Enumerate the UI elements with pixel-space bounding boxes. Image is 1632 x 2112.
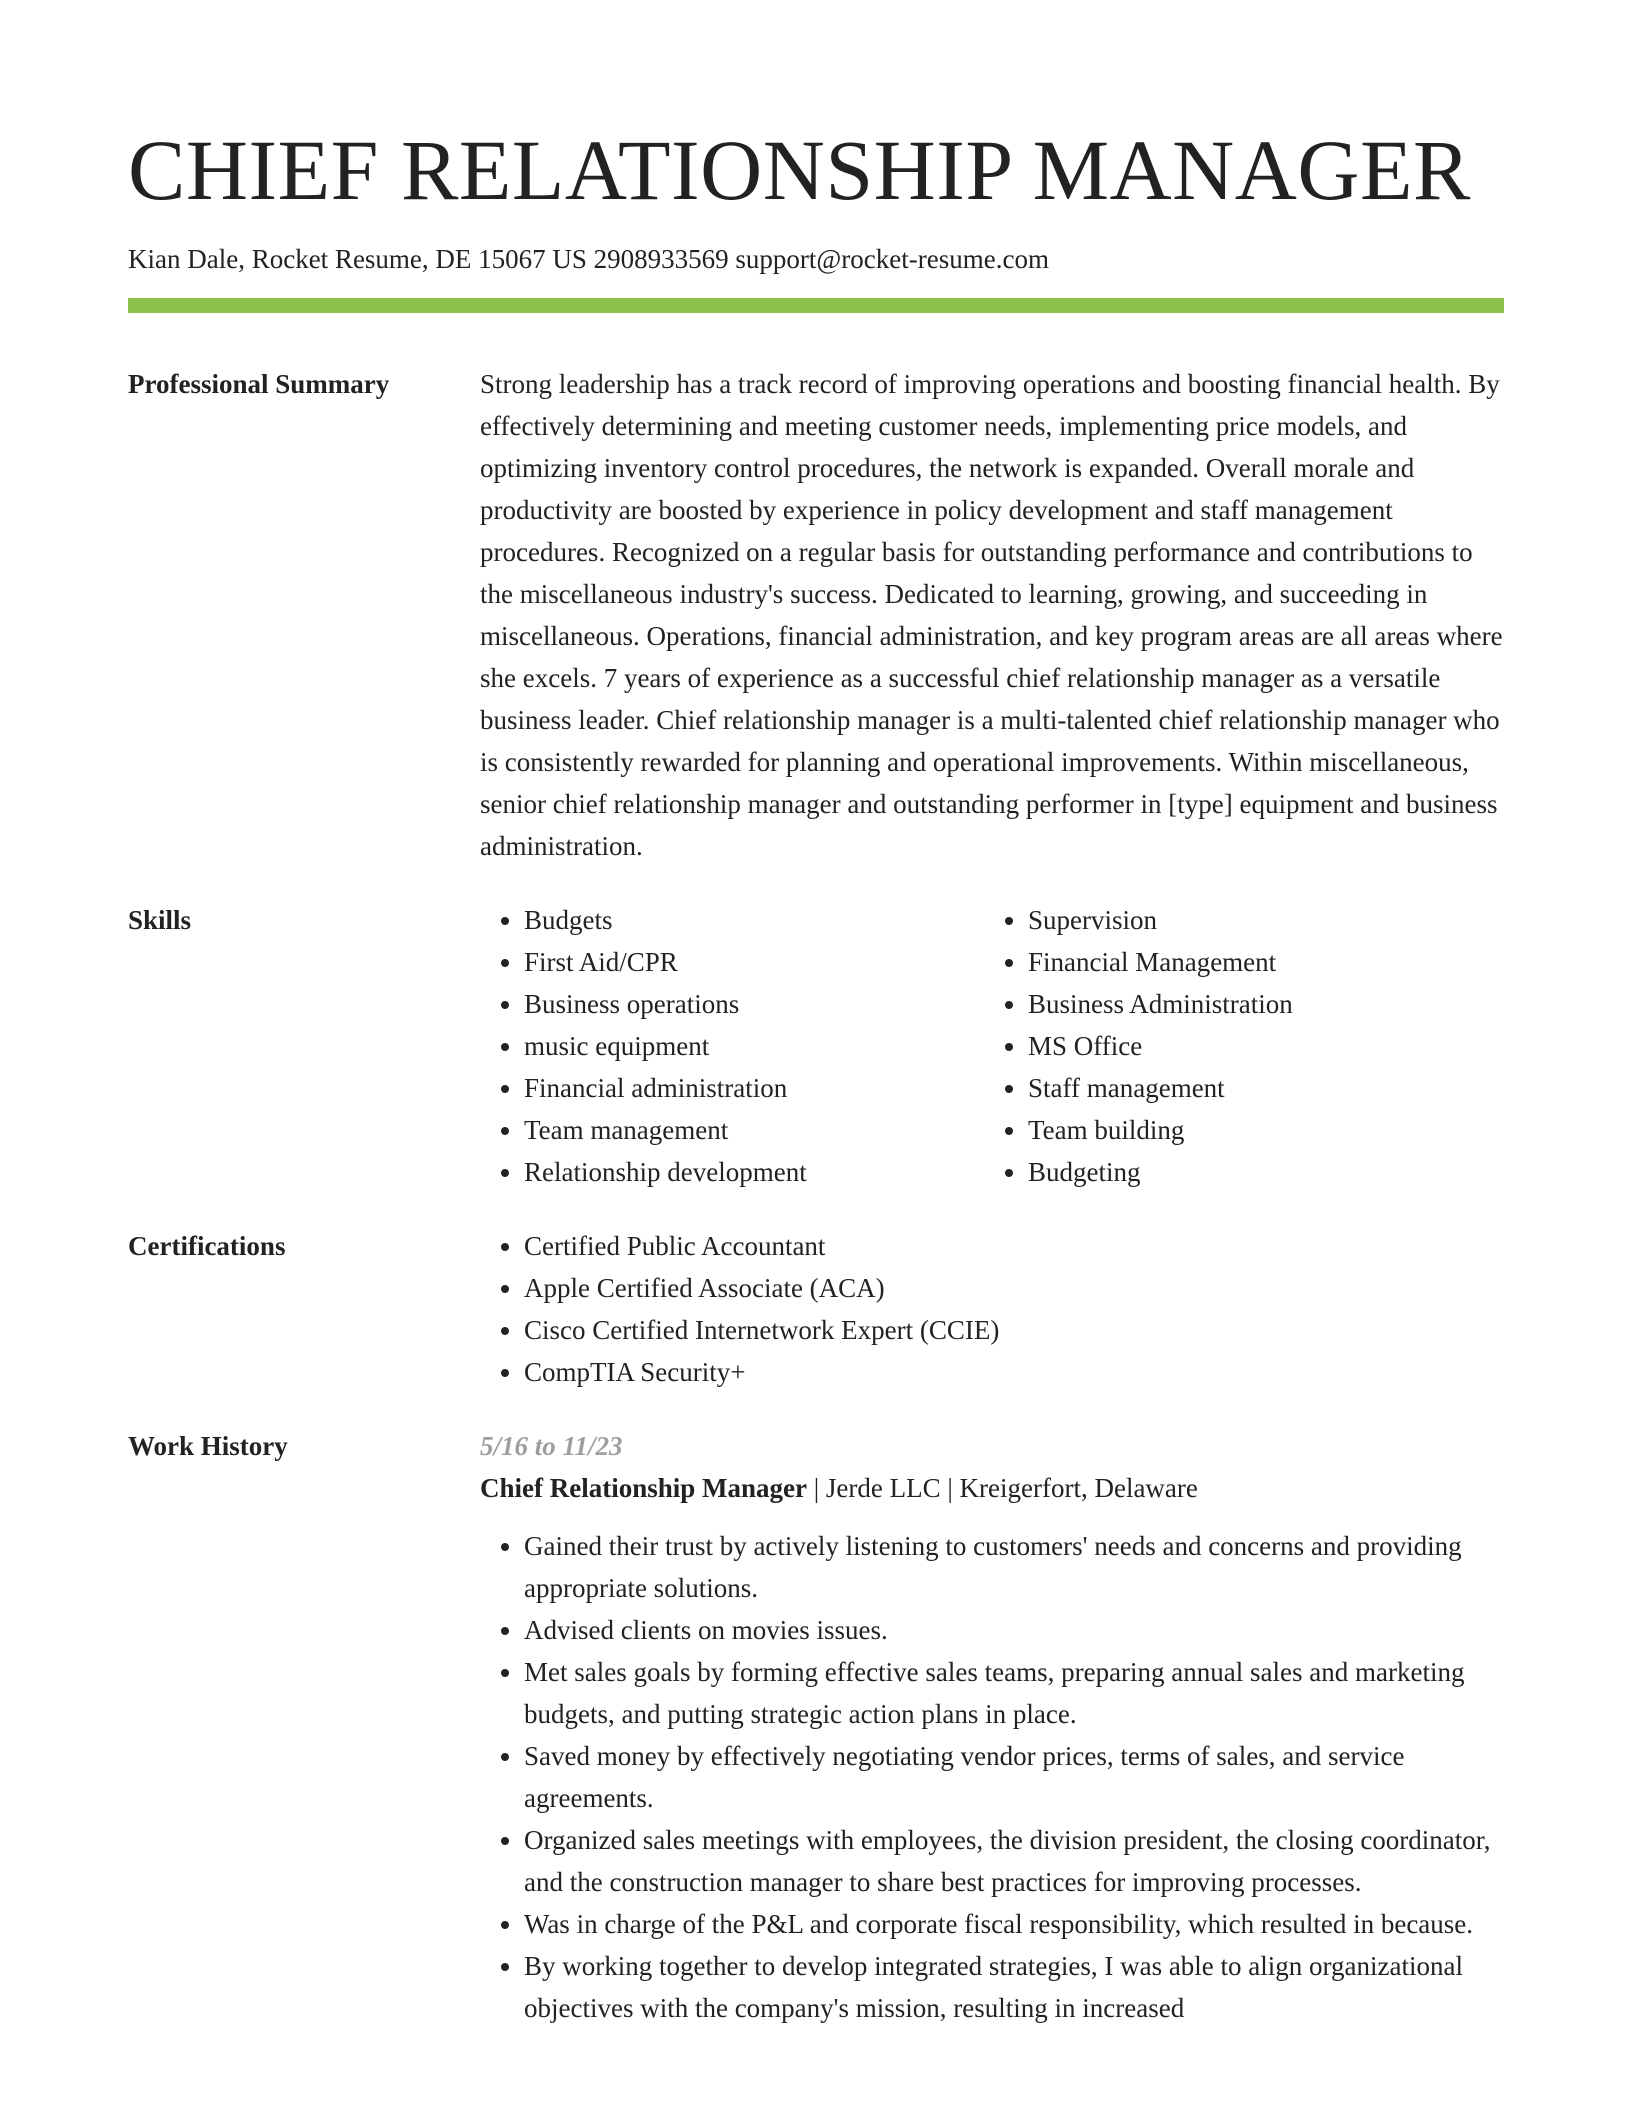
job-header — [480, 1467, 1504, 1509]
certification-item: • Cisco Certified Internetwork Expert (CCIE) — [524, 1309, 1504, 1351]
skill-item: • Budgeting — [1028, 1151, 1488, 1193]
summary-section — [128, 363, 1504, 867]
certifications-section — [128, 1225, 1504, 1393]
work-history-section — [128, 1425, 1504, 2029]
skill-item: • Staff management — [1028, 1067, 1488, 1109]
skill-item: • Relationship development — [524, 1151, 984, 1193]
contact-line: Kian Dale, Rocket Resume, DE 15067 US 2908933569 support@rocket-resume.com — [128, 244, 1049, 274]
job-employer-location: | Jerde LLC | Kreigerfort, Delaware — [807, 1473, 1198, 1503]
skills-list-right — [984, 899, 1488, 1193]
skill-item: • First Aid/CPR — [524, 941, 984, 983]
skill-item: • Budgets — [524, 899, 984, 941]
job-bullet: • Gained their trust by actively listening to customers' needs and concerns and providing appropriate solutions. — [524, 1525, 1504, 1609]
job-bullet: • By working together to develop integrated strategies, I was able to align organizational objectives with the company's mission, resulting in increased — [524, 1945, 1504, 2029]
skill-item: • Business operations — [524, 983, 984, 1025]
summary-heading: Professional Summary — [128, 369, 390, 399]
skills-heading: Skills — [128, 905, 192, 935]
job-bullets — [480, 1525, 1504, 2029]
work-history-heading: Work History — [128, 1431, 288, 1461]
skills-section — [128, 899, 1504, 1193]
skill-item: • Business Administration — [1028, 983, 1488, 1025]
job-bullet: • Met sales goals by forming effective sales teams, preparing annual sales and marketing budgets, and putting strategic action plans in place. — [524, 1651, 1504, 1735]
certifications-list — [480, 1225, 1504, 1393]
accent-divider — [128, 298, 1504, 313]
job-bullet: • Organized sales meetings with employees, the division president, the closing coordinator, and the construction manager to share best practices for improving processes. — [524, 1819, 1504, 1903]
skill-item: • Team building — [1028, 1109, 1488, 1151]
certification-item: • Apple Certified Associate (ACA) — [524, 1267, 1504, 1309]
skill-item: • Financial Management — [1028, 941, 1488, 983]
skill-item: • Team management — [524, 1109, 984, 1151]
job-title: Chief Relationship Manager — [480, 1473, 807, 1503]
resume-title: CHIEF RELATIONSHIP MANAGER — [128, 122, 1471, 218]
certification-item: • Certified Public Accountant — [524, 1225, 1504, 1267]
skill-item: • MS Office — [1028, 1025, 1488, 1067]
job-bullet: • Saved money by effectively negotiating vendor prices, terms of sales, and service agreements. — [524, 1735, 1504, 1819]
skills-list-left — [480, 899, 984, 1193]
skill-item: • Financial administration — [524, 1067, 984, 1109]
job-dates: 5/16 to 11/23 — [480, 1431, 623, 1461]
summary-text: Strong leadership has a track record of improving operations and boosting financial health. By effectively determining and meeting customer needs, implementing price models, and optimizing inventory control procedures, the network is expanded. Overall morale and productivity are boosted by experience in policy development and staff management procedures. Recognized on a regular basis for outstanding performance and contributions to the miscellaneous industry's success. Dedicated to learning, growing, and succeeding in miscellaneous. Operations, financial administration, and key program areas are all areas where she excels. 7 years of experience as a successful chief relationship manager as a versatile business leader. Chief relationship manager is a multi-talented chief relationship manager who is consistently rewarded for planning and operational improvements. Within miscellaneous, senior chief relationship manager and outstanding performer in [type] equipment and business administration. — [480, 369, 1503, 861]
skill-item: • Supervision — [1028, 899, 1488, 941]
certification-item: • CompTIA Security+ — [524, 1351, 1504, 1393]
job-bullet: • Advised clients on movies issues. — [524, 1609, 1504, 1651]
skill-item: • music equipment — [524, 1025, 984, 1067]
job-bullet: • Was in charge of the P&L and corporate fiscal responsibility, which resulted in because. — [524, 1903, 1504, 1945]
certifications-heading: Certifications — [128, 1231, 286, 1261]
